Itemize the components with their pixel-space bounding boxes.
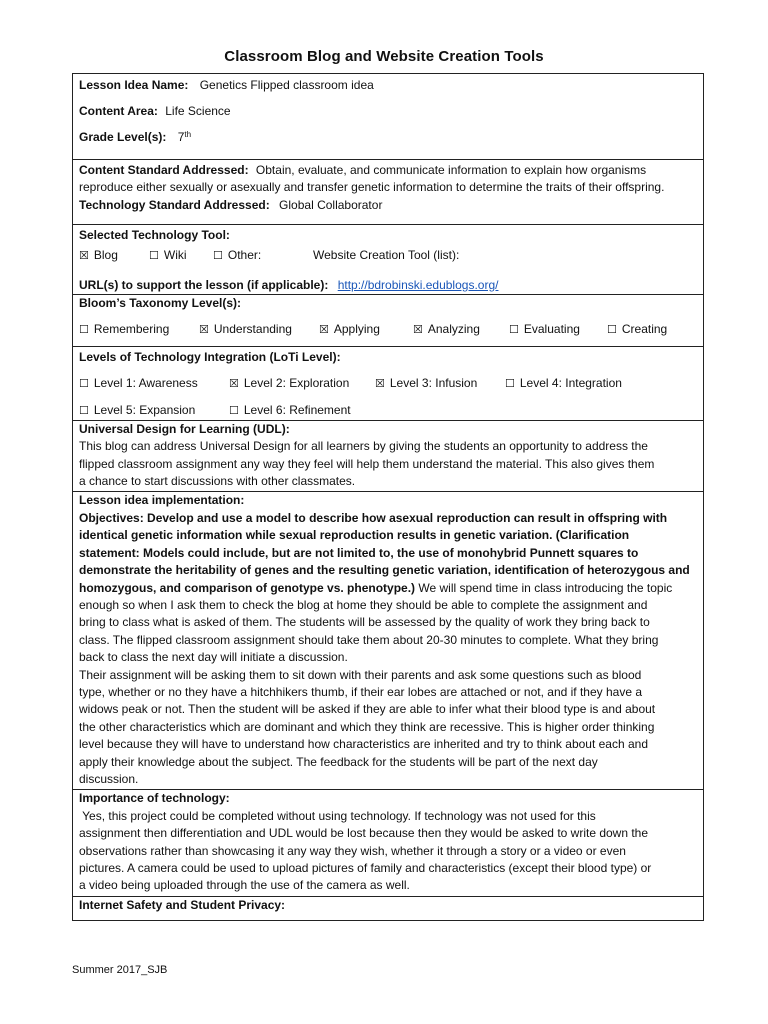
lesson-name-value: Genetics Flipped classroom idea: [199, 78, 374, 92]
implementation-text-line: [79, 667, 697, 684]
implementation-text-line: [79, 597, 697, 614]
objective-text: statement: Models could include, but are not limited to, the use of monohybrid Punnett squares to: [79, 545, 639, 560]
loti-option-label: Level 5: Expansion: [93, 403, 196, 418]
blooms-option-understanding[interactable]: [199, 321, 319, 338]
udl-text-line: a chance to start discussions with other classmates.: [79, 474, 356, 489]
loti-option-level-2[interactable]: [229, 375, 375, 392]
implementation-body-text: enough so when I ask them to check the blog at home they should be able to complete the assignment and: [79, 597, 648, 612]
implementation-text-line: [79, 684, 697, 701]
objective-text: homozygous, and comparison of genotype vs. phenotype.): [79, 580, 416, 595]
content-standard-value: Obtain, evaluate, and communicate information to explain how organisms reproduce either sexually or asexually and transfer genetic information to determine the traits of their offspring.: [79, 163, 665, 195]
blooms-taxonomy-section: [73, 294, 703, 346]
loti-option-level-4[interactable]: [505, 375, 622, 392]
implementation-text-line: [79, 701, 697, 718]
blooms-option-analyzing[interactable]: [413, 321, 509, 338]
udl-text-line: This blog can address Universal Design for all learners by giving the students an opportunity to address the: [79, 439, 648, 454]
document-title: Classroom Blog and Website Creation Tools: [224, 48, 544, 65]
loti-options-row-1: [79, 375, 697, 393]
technology-standard-label: Technology Standard Addressed:: [79, 197, 270, 212]
objective-text: demonstrate the heritability of genes and the resulting genetic variation, identification of heterozygous and: [79, 563, 690, 578]
blooms-taxonomy-label: Bloom’s Taxonomy Level(s):: [79, 296, 242, 311]
grade-level-row: [79, 129, 697, 149]
implementation-text: [79, 510, 697, 789]
objective-text: identical genetic information while sexual reproduction results in genetic variation. (Clarification: [79, 528, 630, 543]
udl-section: [73, 420, 703, 492]
unchecked-box-icon[interactable]: ☐: [79, 404, 89, 418]
unchecked-box-icon[interactable]: ☐: [149, 248, 159, 262]
tool-option-blog[interactable]: [79, 247, 149, 264]
blooms-option-remembering[interactable]: [79, 321, 199, 338]
blooms-option-label: Evaluating: [523, 321, 580, 336]
loti-option-label: Level 4: Integration: [519, 376, 622, 391]
lesson-name-row: [79, 77, 697, 97]
content-area-row: [79, 103, 697, 123]
loti-option-label: Level 1: Awareness: [93, 376, 198, 391]
loti-option-level-5[interactable]: [79, 402, 229, 419]
lesson-info-section: [73, 74, 703, 159]
implementation-body-text: Their assignment will be asking them to sit down with their parents and ask some questions such as blood: [79, 667, 642, 682]
importance-text-line: a video being uploaded through the use of the camera as well.: [79, 878, 410, 893]
blooms-option-label: Creating: [621, 321, 668, 336]
lesson-plan-table: [72, 73, 704, 921]
unchecked-box-icon[interactable]: ☐: [509, 322, 519, 336]
blooms-options: [79, 320, 697, 338]
loti-option-label: Level 3: Infusion: [389, 376, 478, 391]
objective-text: Objectives: Develop and use a model to describe how asexual reproduction can result in offspring with: [79, 510, 668, 525]
implementation-text-line: [79, 736, 697, 753]
unchecked-box-icon[interactable]: ☐: [505, 377, 515, 391]
implementation-text-line: [79, 754, 697, 771]
lesson-url-row: [79, 277, 697, 294]
importance-text-line: assignment then differentiation and UDL would be lost because then they would be asked to write down the: [79, 826, 649, 841]
udl-text-line: flipped classroom assignment any way they feel will help them understand the material. This also gives them: [79, 456, 655, 471]
implementation-body-text: widows peak or not. Then the student will be asked if they are able to infer what their blood type is and about: [79, 702, 656, 717]
loti-options-row-2: [79, 402, 697, 420]
blooms-option-label: Remembering: [93, 321, 170, 336]
loti-option-level-3[interactable]: [375, 375, 505, 392]
checked-box-icon[interactable]: ☒: [375, 377, 385, 391]
importance-section: [73, 789, 703, 895]
standards-section: [73, 159, 703, 224]
website-creation-tool-label: Website Creation Tool (list):: [313, 247, 460, 262]
loti-option-level-1[interactable]: [79, 375, 229, 392]
implementation-text-line: [79, 632, 697, 649]
implementation-body-text: We will spend time in class introducing the topic: [415, 580, 673, 595]
implementation-body-text: discussion.: [79, 771, 139, 786]
implementation-body-text: level because they will have to understand how characteristics are inherited and try to think about each and: [79, 737, 649, 752]
implementation-body-text: class. The flipped classroom assignment should take them about 20-30 minutes to complete. What they bring: [79, 632, 659, 647]
checked-box-icon[interactable]: ☒: [79, 248, 89, 262]
implementation-text-line: [79, 545, 697, 562]
technology-standard-value: Global Collaborator: [279, 197, 383, 212]
importance-text-line: Yes, this project could be completed without using technology. If technology was not used for this: [79, 808, 596, 823]
blooms-option-label: Applying: [333, 321, 380, 336]
implementation-text-line: [79, 771, 697, 788]
implementation-text-line: [79, 614, 697, 631]
checked-box-icon[interactable]: ☒: [413, 322, 423, 336]
unchecked-box-icon[interactable]: ☐: [213, 248, 223, 262]
loti-option-level-6[interactable]: [229, 402, 351, 419]
tool-option-label: Other:: [227, 247, 262, 262]
loti-label: Levels of Technology Integration (LoTi Level):: [79, 350, 341, 365]
grade-level-label: Grade Level(s):: [79, 130, 167, 144]
safety-section: [73, 896, 703, 920]
blooms-option-evaluating[interactable]: [509, 321, 607, 338]
safety-label: Internet Safety and Student Privacy:: [79, 897, 286, 912]
checked-box-icon[interactable]: ☒: [229, 377, 239, 391]
implementation-text-line: [79, 580, 697, 597]
blooms-option-label: Analyzing: [427, 321, 480, 336]
content-area-label: Content Area:: [79, 104, 158, 118]
content-standard-label: Content Standard Addressed:: [79, 163, 249, 177]
grade-level-value: 7: [177, 130, 185, 144]
tool-option-label: Wiki: [163, 247, 187, 262]
technology-tool-label: Selected Technology Tool:: [79, 228, 230, 243]
importance-text-line: observations rather than showcasing it any way they wish, whether it through a story or a video or even: [79, 843, 626, 858]
page-footer: Summer 2017_SJB: [72, 964, 168, 976]
blooms-option-creating[interactable]: [607, 321, 667, 338]
blooms-option-label: Understanding: [213, 321, 292, 336]
checked-box-icon[interactable]: ☒: [319, 322, 329, 336]
lesson-url-label: URL(s) to support the lesson (if applicable):: [79, 277, 329, 292]
implementation-text-line: [79, 562, 697, 579]
grade-level-superscript: th: [184, 130, 192, 139]
checked-box-icon[interactable]: ☒: [199, 322, 209, 336]
blooms-option-applying[interactable]: [319, 321, 413, 338]
udl-label: Universal Design for Learning (UDL):: [79, 421, 290, 436]
technology-tool-options: [79, 245, 697, 267]
implementation-body-text: type, whether or no they have a hitchhikers thumb, if their ear lobes are attached or not, and if they have a: [79, 684, 642, 699]
unchecked-box-icon[interactable]: ☐: [607, 322, 617, 336]
tool-option-other[interactable]: [213, 247, 313, 264]
importance-label: Importance of technology:: [79, 791, 230, 806]
content-area-value: Life Science: [165, 104, 231, 118]
implementation-section: [73, 491, 703, 789]
tool-option-label: Blog: [93, 247, 118, 262]
implementation-text-line: [79, 719, 697, 736]
content-standard: [79, 162, 697, 197]
implementation-body-text: bring to class what is asked of them. The students will be assessed by the quality of work they bring back to: [79, 615, 650, 630]
implementation-text-line: [79, 510, 697, 527]
loti-section: [73, 346, 703, 419]
loti-option-label: Level 6: Refinement: [243, 403, 351, 418]
implementation-label: Lesson idea implementation:: [79, 493, 245, 508]
importance-text-line: pictures. A camera could be used to upload pictures of family and characteristics (except their blood type) or: [79, 861, 652, 875]
implementation-text-line: [79, 527, 697, 544]
unchecked-box-icon[interactable]: ☐: [79, 322, 89, 336]
implementation-body-text: back to class the next day will initiate a discussion.: [79, 650, 348, 665]
implementation-body-text: the other characteristics which are dominant and which they think are recessive. This is higher order thinking: [79, 719, 655, 734]
tool-option-wiki[interactable]: [149, 247, 213, 264]
lesson-name-label: Lesson Idea Name:: [79, 78, 189, 92]
implementation-text-line: [79, 649, 697, 666]
unchecked-box-icon[interactable]: ☐: [79, 377, 89, 391]
technology-standard: [79, 197, 697, 214]
unchecked-box-icon[interactable]: ☐: [229, 404, 239, 418]
technology-tool-section: [73, 224, 703, 294]
implementation-body-text: apply their knowledge about the subject. The feedback for the students will be part of the next day: [79, 754, 598, 769]
loti-option-label: Level 2: Exploration: [243, 376, 350, 391]
lesson-url-link[interactable]: http://bdrobinski.edublogs.org/: [337, 277, 499, 292]
